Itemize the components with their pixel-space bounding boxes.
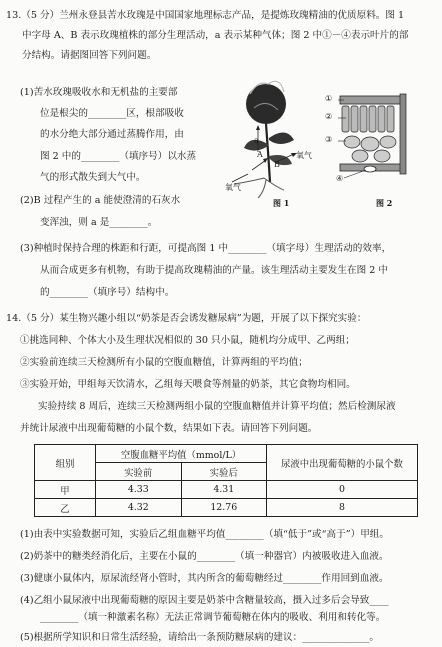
header-group: 组别 xyxy=(35,445,96,481)
q13-part2-line-2: 变浑浊，则 a 是________。 xyxy=(40,217,158,228)
q14-question-4-line-2: ________（填一种激素名称）无法正常调节葡萄糖在体内的吸收、利用和转化等。 xyxy=(40,612,386,623)
q13-intro-line-1: 13.（5 分）兰州永登县苦水玫瑰是中国国家地理标志产品，是提炼玫瑰精油的优质原料。图 1 xyxy=(6,10,405,21)
row-count: 8 xyxy=(267,499,418,517)
q14-question-5: (5)根据所学知识和日常生活经验，请给出一条预防糖尿病的建议：______________。 xyxy=(20,632,379,643)
fig2-label-4: ④ xyxy=(336,174,344,183)
header-after: 实验后 xyxy=(181,463,267,481)
fig2-label-1: ① xyxy=(325,94,333,103)
fig1-label-oxygen-right: 氧气 xyxy=(296,151,312,160)
figure-2-caption: 图 2 xyxy=(376,198,393,208)
q13-intro-line-2: 中字母 A、B 表示玫瑰植株的部分生理活动，a 表示某种气体；图 2 中①－④表示叶片的部 xyxy=(22,30,409,41)
q13-part1-line-2: 位是根尖的________区，根部吸收 xyxy=(40,108,184,119)
q14-step-1: ①挑选同种、个体大小及生理状况相似的 30 只小鼠，随机均分成甲、乙两组； xyxy=(20,335,355,346)
q13-part3-line-1: (3)种植时保持合理的株距和行距，可提高图 1 中________（填字母）生理活动的效率， xyxy=(20,243,392,254)
table-row xyxy=(35,481,418,499)
row-after: 12.76 xyxy=(181,499,267,517)
q13-part1-line-3: 的水分绝大部分通过蒸腾作用，由 xyxy=(40,129,184,140)
q13-part1-line-1: (1)苦水玫瑰吸收水和无机盐的主要部 xyxy=(20,87,178,98)
q13-part1-line-4: 图 2 中的________（填序号）以水蒸 xyxy=(40,151,197,162)
q14-paragraph-line-1: 实验持续 8 周后，连续三天检测两组小鼠的空腹血糖值并计算平均值；然后检测尿液 xyxy=(38,401,396,412)
q14-question-3: (3)健康小鼠体内，原尿流经肾小管时，其内所含的葡萄糖经过________作用回到血液。 xyxy=(20,573,389,584)
q14-question-4-line-1: (4)乙组小鼠尿液中出现葡萄糖的原因主要是奶茶中含糖量较高，摄入过多后会导致____ xyxy=(20,595,389,606)
q14-step-2: ②实验前连续三天检测所有小鼠的空腹血糖值，计算两组的平均值； xyxy=(20,357,308,368)
q13-part1-line-5: 气的形式散失到大气中。 xyxy=(40,172,146,183)
leaf-cross-section-figure xyxy=(330,86,412,188)
figure-1-caption: 图 1 xyxy=(273,198,290,208)
q14-intro: 14.（5 分）某生物兴趣小组以“奶茶是否会诱发糖尿病”为题，开展了以下探究实验： xyxy=(6,313,367,324)
q14-question-2: (2)奶茶中的糖类经消化后，主要在小鼠的________（填一种器官）内被吸收进入血液。 xyxy=(20,551,389,562)
fig1-label-A: A xyxy=(257,150,263,159)
q14-step-3: ③实验开始，甲组每天饮清水，乙组每天喂食等剂量的奶茶，其它食物均相同。 xyxy=(20,379,356,390)
q13-part3-line-2: 从而合成更多有机物，有助于提高玫瑰精油的产量。该生理活动主要发生在图 2 中 xyxy=(40,265,388,276)
fig1-label-oxygen-left: 氧气 xyxy=(225,183,241,192)
row-group: 乙 xyxy=(35,499,96,517)
fig2-label-3: ③ xyxy=(325,135,333,144)
row-group: 甲 xyxy=(35,481,96,499)
row-after: 4.31 xyxy=(181,481,267,499)
q13-part3-line-3: 的________（填序号）结构中。 xyxy=(40,287,175,298)
header-glucose-mice-count: 尿液中出现葡萄糖的小鼠个数 xyxy=(267,445,418,481)
fig1-label-B: B xyxy=(274,160,280,169)
q13-intro-line-3: 分结构。请据图回答下列问题。 xyxy=(22,50,157,61)
results-table xyxy=(34,444,418,517)
rose-plant-figure xyxy=(228,70,328,202)
row-count: 0 xyxy=(267,481,418,499)
q14-question-1: (1)由表中实验数据可知，实验后乙组血糖平均值________（填“低于”或“高于”）甲组。 xyxy=(20,529,389,540)
table-row xyxy=(35,499,418,517)
q14-paragraph-line-2: 并统计尿液中出现葡萄糖的小鼠个数，结果如下表。请回答下列问题。 xyxy=(20,423,318,434)
fig1-label-a: a xyxy=(254,136,259,145)
row-before: 4.33 xyxy=(96,481,182,499)
q13-part2-line-1: (2)B 过程产生的 a 能使澄清的石灰水 xyxy=(20,195,181,206)
header-fasting-glucose: 空腹血糖平均值（mmol/L） xyxy=(96,445,267,463)
fig2-label-2: ② xyxy=(325,112,333,121)
row-before: 4.32 xyxy=(96,499,182,517)
header-before: 实验前 xyxy=(96,463,182,481)
